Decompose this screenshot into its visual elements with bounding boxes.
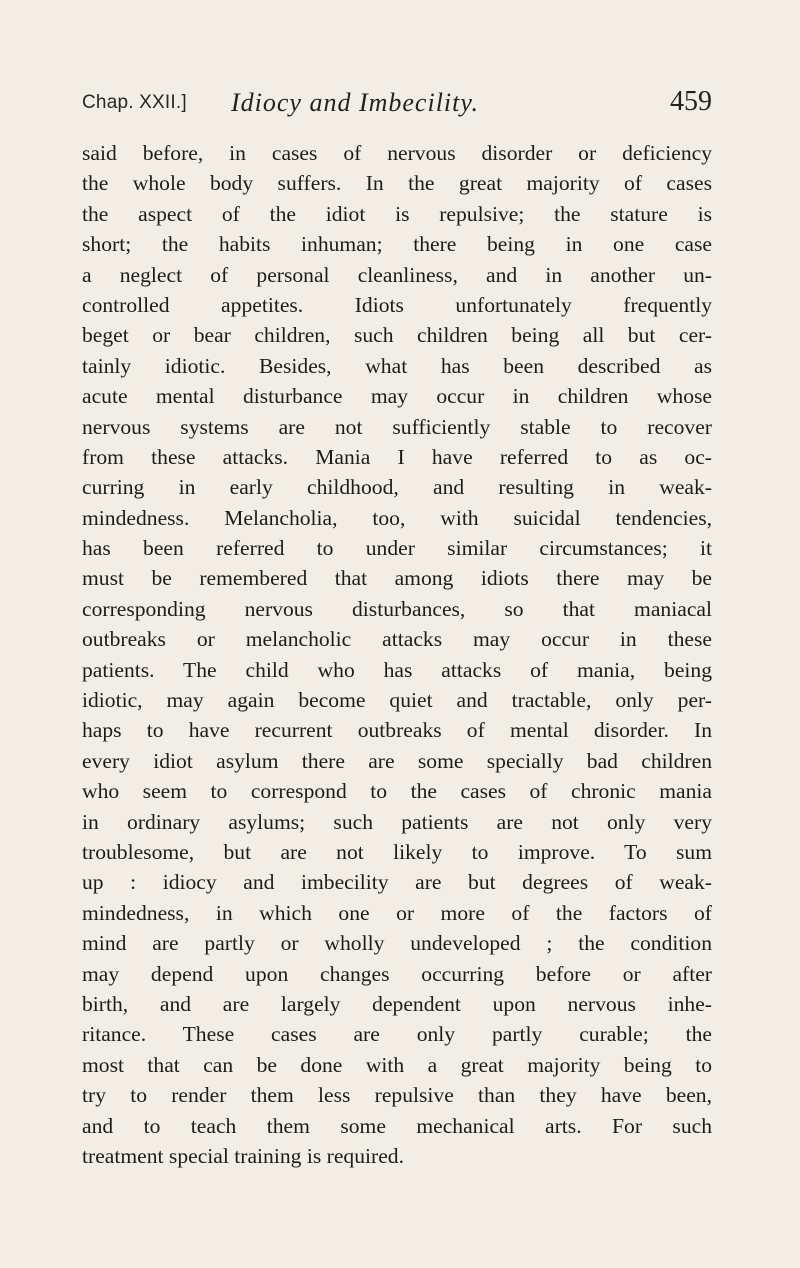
- page-number: 459: [670, 86, 712, 117]
- text-line: nervous systems are not sufficiently stable to recover: [82, 414, 712, 439]
- text-line: curring in early childhood, and resulting in weak-: [82, 475, 712, 500]
- text-line: in ordinary asylums; such patients are not only very: [82, 809, 712, 834]
- text-line: idiotic, may again become quiet and tractable, only per-: [82, 688, 712, 713]
- text-line: has been referred to under similar circumstances; it: [82, 536, 712, 561]
- text-line: mindedness, in which one or more of the factors of: [82, 900, 712, 925]
- text-line: outbreaks or melancholic attacks may occur in these: [82, 627, 712, 652]
- chapter-reference: Chap. XXII.]: [82, 92, 187, 113]
- running-header: [82, 84, 712, 124]
- text-line: most that can be done with a great majority being to: [82, 1052, 712, 1077]
- text-line: the whole body suffers. In the great majority of cases: [82, 171, 712, 196]
- text-line: treatment special training is required.: [82, 1143, 404, 1168]
- text-line: try to render them less repulsive than they have been,: [82, 1083, 712, 1108]
- text-line: from these attacks. Mania I have referred to as oc-: [82, 444, 712, 469]
- text-line: troublesome, but are not likely to improve. To sum: [82, 839, 712, 864]
- text-line: controlled appetites. Idiots unfortunately frequently: [82, 292, 712, 317]
- text-line: patients. The child who has attacks of mania, being: [82, 657, 712, 682]
- text-line: tainly idiotic. Besides, what has been described as: [82, 353, 712, 378]
- text-line: corresponding nervous disturbances, so that maniacal: [82, 596, 712, 621]
- text-line: mind are partly or wholly undeveloped ; the condition: [82, 931, 712, 956]
- text-line: mindedness. Melancholia, too, with suicidal tendencies,: [82, 505, 712, 530]
- text-line: who seem to correspond to the cases of chronic mania: [82, 779, 712, 804]
- text-line: a neglect of personal cleanliness, and in another un-: [82, 262, 712, 287]
- text-line: ritance. These cases are only partly curable; the: [82, 1022, 712, 1047]
- text-line: acute mental disturbance may occur in children whose: [82, 384, 712, 409]
- running-title: Idiocy and Imbecility.: [231, 88, 479, 117]
- text-line: the aspect of the idiot is repulsive; the stature is: [82, 201, 712, 226]
- text-line: and to teach them some mechanical arts. For such: [82, 1113, 712, 1138]
- text-line: every idiot asylum there are some specially bad children: [82, 748, 712, 773]
- text-line: birth, and are largely dependent upon nervous inhe-: [82, 991, 712, 1016]
- text-line: short; the habits inhuman; there being in one case: [82, 232, 712, 257]
- text-line: up : idiocy and imbecility are but degrees of weak-: [82, 870, 712, 895]
- text-line: beget or bear children, such children being all but cer-: [82, 323, 712, 348]
- text-line: may depend upon changes occurring before or after: [82, 961, 712, 986]
- text-line: haps to have recurrent outbreaks of mental disorder. In: [82, 718, 712, 743]
- body-text: [82, 138, 712, 1171]
- text-line: said before, in cases of nervous disorder or deficiency: [82, 141, 712, 165]
- text-line: must be remembered that among idiots there may be: [82, 566, 712, 591]
